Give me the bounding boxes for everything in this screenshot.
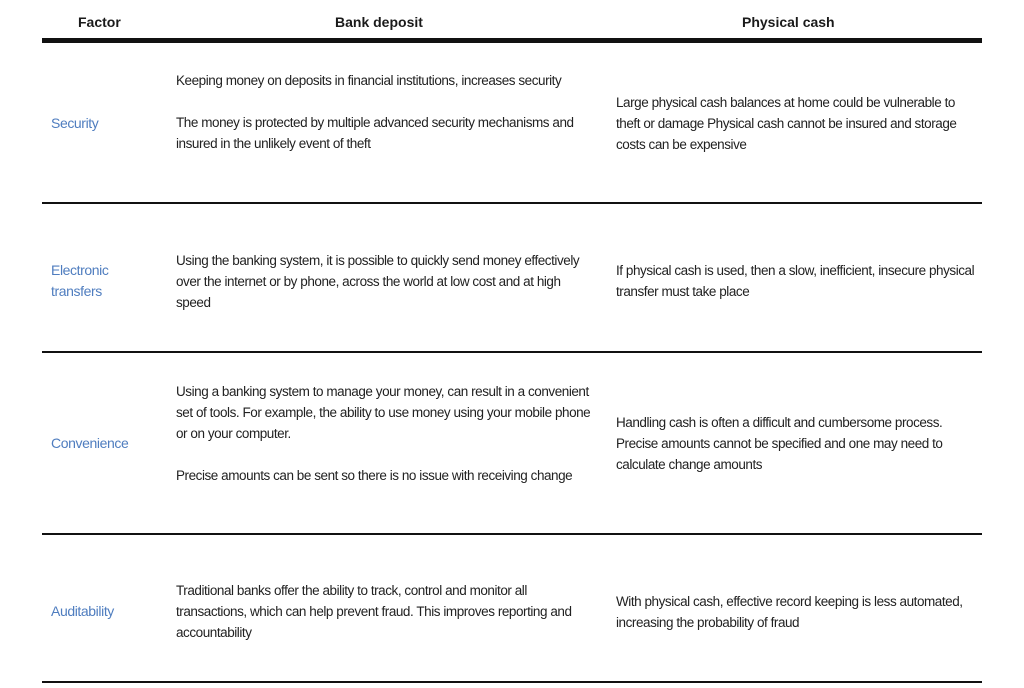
- physical-cash-cell: Large physical cash balances at home could be vulnerable to theft or damage Physical cash cannot be insured and storage costs can be expensive: [616, 95, 957, 152]
- bank-deposit-text: Keeping money on deposits in financial institutions, increases security: [176, 73, 562, 88]
- bank-deposit-cell: [176, 580, 596, 643]
- factor-label: Convenience: [51, 435, 129, 451]
- bank-deposit-text: Using the banking system, it is possible to quickly send money effectively over the internet or by phone, across the world at low cost and at high speed: [176, 253, 580, 310]
- row-divider: [42, 202, 982, 204]
- header-rule: [42, 38, 982, 43]
- bank-deposit-text: Using a banking system to manage your money, can result in a convenient set of tools. For example, the ability to use money using your mobile phone or on your computer.: [176, 384, 591, 441]
- physical-cash-cell: Handling cash is often a difficult and cumbersome process. Precise amounts cannot be specified and one may need to calculate change amounts: [616, 415, 943, 472]
- row-divider: [42, 681, 982, 683]
- bank-deposit-text: Traditional banks offer the ability to track, control and monitor all transactions, which can help prevent fraud. This improves reporting and accountability: [176, 583, 572, 640]
- factor-label: Electronic transfers: [51, 262, 109, 299]
- row-divider: [42, 533, 982, 535]
- bank-deposit-cell: [176, 250, 596, 313]
- factor-label: Security: [51, 115, 99, 131]
- bank-deposit-cell: [176, 70, 596, 154]
- bank-deposit-text: Precise amounts can be sent so there is no issue with receiving change: [176, 468, 573, 483]
- physical-cash-cell: If physical cash is used, then a slow, inefficient, insecure physical transfer must take place: [616, 263, 975, 299]
- row-divider: [42, 351, 982, 353]
- bank-deposit-text: The money is protected by multiple advanced security mechanisms and insured in the unlikely event of theft: [176, 115, 574, 151]
- header-physical-cash: Physical cash: [742, 14, 835, 30]
- header-factor: Factor: [78, 14, 121, 30]
- factor-label: Auditability: [51, 603, 114, 619]
- header-bank-deposit: Bank deposit: [335, 14, 423, 30]
- bank-deposit-cell: [176, 381, 596, 486]
- physical-cash-cell: With physical cash, effective record keeping is less automated, increasing the probability of fraud: [616, 594, 963, 630]
